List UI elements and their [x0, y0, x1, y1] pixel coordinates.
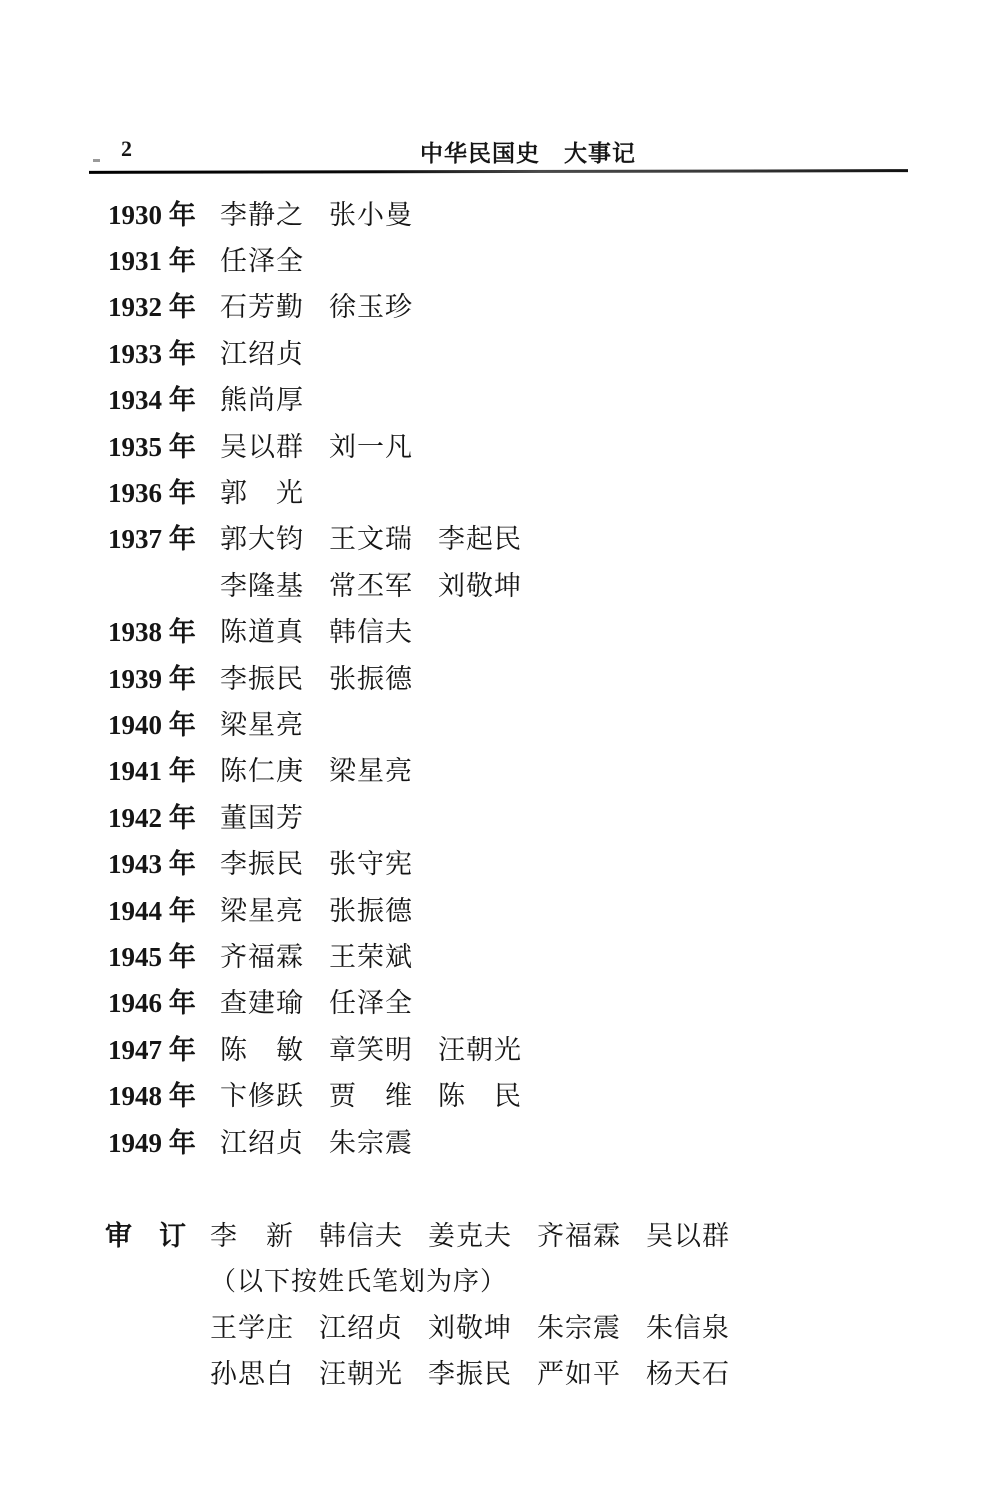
- editor-name: 梁星亮: [220, 895, 304, 926]
- editor-name: 郭大钧: [220, 524, 304, 555]
- editor-name: 张小曼: [329, 199, 413, 230]
- editor-name: 陈 敏: [220, 1034, 304, 1065]
- review-row: [105, 1348, 755, 1394]
- review-row: [105, 1210, 755, 1256]
- year-row: [108, 607, 547, 653]
- year-label: 1931 年: [108, 246, 196, 277]
- year-label: 1941 年: [108, 756, 196, 787]
- reviewer-name: 齐福霖: [537, 1220, 621, 1251]
- reviewer-name: 李振民: [428, 1358, 512, 1389]
- editor-name: 李静之: [220, 199, 304, 230]
- sort-order-note: （以下按姓氏笔划为序）: [210, 1266, 508, 1296]
- year-label: 1945 年: [108, 941, 196, 972]
- editor-name: 江绍贞: [220, 338, 304, 369]
- editor-name: 吴以群: [220, 431, 304, 462]
- editor-name: 陈仁庚: [220, 756, 304, 787]
- year-label: 1940 年: [108, 709, 196, 740]
- year-row: [108, 375, 547, 421]
- editor-name: 张振德: [329, 895, 413, 926]
- year-row: [108, 838, 547, 884]
- year-label: 1949 年: [108, 1127, 196, 1158]
- year-row: [108, 421, 547, 467]
- reviewer-name: 杨天石: [646, 1358, 730, 1389]
- editor-name: 陈 民: [438, 1081, 522, 1112]
- year-row: [108, 978, 547, 1024]
- year-label: 1934 年: [108, 385, 196, 416]
- year-label: 1935 年: [108, 431, 196, 462]
- year-row: [108, 1024, 547, 1070]
- year-row: [108, 467, 547, 513]
- year-row: [108, 931, 547, 977]
- editor-name: 查建瑜: [220, 988, 304, 1019]
- editor-name: 刘一凡: [329, 431, 413, 462]
- reviewer-name: 朱宗震: [537, 1312, 621, 1343]
- editor-name: 任泽全: [329, 988, 413, 1019]
- editor-name: 梁星亮: [329, 756, 413, 787]
- year-row: [108, 514, 547, 560]
- editor-name: 李隆基: [220, 570, 304, 601]
- editor-name: 李起民: [438, 524, 522, 555]
- year-label: 1938 年: [108, 617, 196, 648]
- review-label: 审 订: [105, 1220, 186, 1251]
- editor-name: 章笑明: [329, 1034, 413, 1065]
- reviewer-name: 吴以群: [646, 1220, 730, 1251]
- year-label: 1930 年: [108, 199, 196, 230]
- year-label: 1946 年: [108, 988, 196, 1019]
- year-row: [108, 792, 547, 838]
- editor-name: 石芳勤: [220, 292, 304, 323]
- year-row: [108, 885, 547, 931]
- year-label: 1944 年: [108, 895, 196, 926]
- year-label: 1939 年: [108, 663, 196, 694]
- reviewer-name: 刘敬坤: [428, 1312, 512, 1343]
- year-row: [108, 189, 547, 235]
- reviewer-name: 严如平: [537, 1358, 621, 1389]
- year-label: 1947 年: [108, 1034, 196, 1065]
- editor-name: 齐福霖: [220, 941, 304, 972]
- year-label: 1936 年: [108, 478, 196, 509]
- reviewer-name: 王学庄: [210, 1312, 294, 1343]
- editor-name: 王文瑞: [329, 524, 413, 555]
- year-label: 1933 年: [108, 338, 196, 369]
- editor-name: 徐玉珍: [329, 292, 413, 323]
- editor-name: 李振民: [220, 849, 304, 880]
- editor-name: 张振德: [329, 663, 413, 694]
- editor-name: 江绍贞: [220, 1127, 304, 1158]
- year-label: 1937 年: [108, 524, 196, 555]
- reviewer-name: 韩信夫: [319, 1220, 403, 1251]
- editor-name: 熊尚厚: [220, 385, 304, 416]
- review-note-row: [105, 1256, 755, 1302]
- year-label: 1943 年: [108, 849, 196, 880]
- year-row: [108, 1117, 547, 1163]
- editor-name: 陈道真: [220, 617, 304, 648]
- editor-name: 张守宪: [329, 849, 413, 880]
- editor-name: 郭 光: [220, 478, 304, 509]
- year-row: [108, 746, 547, 792]
- reviewer-name: 朱信泉: [646, 1312, 730, 1343]
- editor-name: 李振民: [220, 663, 304, 694]
- editor-name: 梁星亮: [220, 709, 304, 740]
- editor-name: 王荣斌: [329, 941, 413, 972]
- year-label: 1948 年: [108, 1081, 196, 1112]
- reviewer-name: 姜克夫: [428, 1220, 512, 1251]
- year-row: [108, 699, 547, 745]
- reviewer-name: 汪朝光: [319, 1358, 403, 1389]
- year-label: 1932 年: [108, 292, 196, 323]
- running-head-title: 中华民国史 大事记: [420, 140, 636, 166]
- year-row: [108, 653, 547, 699]
- editor-name: 任泽全: [220, 246, 304, 277]
- page-number: 2: [121, 136, 132, 161]
- reviewer-name: 江绍贞: [319, 1312, 403, 1343]
- editor-name: 刘敬坤: [438, 570, 522, 601]
- editor-name: 卞修跃: [220, 1081, 304, 1112]
- year-row: [108, 328, 547, 374]
- year-editor-list: [108, 189, 547, 1163]
- editor-name: 常丕军: [329, 570, 413, 601]
- editor-name: 汪朝光: [438, 1034, 522, 1065]
- editor-name: 贾 维: [329, 1081, 413, 1112]
- reviewer-name: 李 新: [210, 1220, 294, 1251]
- review-row: [105, 1302, 755, 1348]
- year-label: 1942 年: [108, 802, 196, 833]
- editor-name: 韩信夫: [329, 617, 413, 648]
- editor-name: 朱宗震: [329, 1127, 413, 1158]
- reviewer-name: 孙思白: [210, 1358, 294, 1389]
- year-row: [108, 282, 547, 328]
- year-row-continuation: [108, 560, 547, 606]
- editor-name: 董国芳: [220, 802, 304, 833]
- margin-dot: [93, 159, 100, 162]
- header-divider: [89, 169, 908, 174]
- year-row: [108, 1070, 547, 1116]
- review-section: [105, 1210, 755, 1394]
- year-row: [108, 235, 547, 281]
